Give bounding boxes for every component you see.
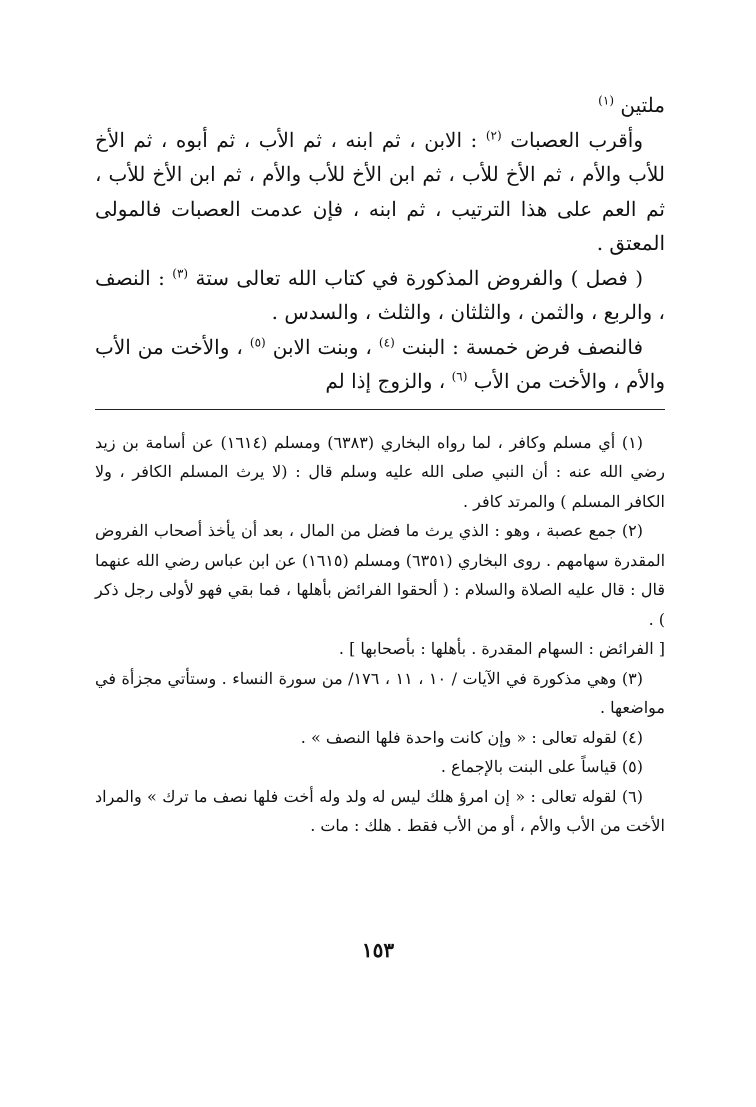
footnote-ref-1: (١) — [598, 93, 614, 108]
paragraph-asabat-body: : الابن ، ثم ابنه ، ثم الأب ، ثم أبوه ، ثم الأخ للأب والأم ، ثم الأخ للأب ، ثم ابن الأخ للأب والأم ، ثم ابن الأخ للأب ، ثم العم على هذا الترتيب ، ثم ابنه ، فإن عدمت العصبات فالمولى المعتق . — [95, 127, 665, 255]
footnote-ref-5: (٥) — [249, 334, 266, 349]
continuation-line — [95, 88, 665, 123]
footnote-3: (٣) وهي مذكورة في الآيات / ١٠ ، ١١ ، ١٧٦/ من سورة النساء . وستأتي مجزأة في مواضعها . — [95, 668, 665, 717]
footnote-2-gloss: [ الفرائض : السهام المقدرة . بأهلها : بأصحابها ] . — [338, 639, 665, 658]
footnote-ref-2: (٢) — [485, 127, 502, 142]
paragraph-nisf-mid2: ، والأخت من الأب والأم ، والأخت من الأب — [95, 334, 665, 393]
footnote-4: (٤) لقوله تعالى : « وإن كانت واحدة فلها النصف » . — [300, 727, 643, 747]
paragraph-asabat-start: وأقرب العصبات — [510, 127, 643, 152]
footnote-5: (٥) قياساً على البنت بالإجماع . — [440, 757, 643, 776]
paragraph-nisf-start: فالنصف فرض خمسة : البنت — [401, 334, 644, 359]
footnote-1: (١) أي مسلم وكافر ، لما رواه البخاري (٦٣٨٣) ومسلم (١٦١٤) عن أسامة بن زيد رضي الله عنه : أن النبي صلى الله عليه وسلم قال : (لا يرث المسلم الكافر ، ولا الكافر المسلم ) والمرتد كافر . — [95, 432, 665, 511]
paragraph-furud — [95, 261, 665, 330]
footnote-2: (٢) جمع عصبة ، وهو : الذي يرث ما فضل من المال ، بعد أن يأخذ أصحاب الفروض المقدرة سهامهم . روى البخاري (٦٣٥١) ومسلم (١٦١٥) عن ابن عباس رضي الله عنهما قال : قال عليه الصلاة والسلام : ( ألحقوا الفرائض بأهلها ، فما بقي فهو لأولى رجل ذكر ) . — [95, 521, 666, 629]
book-page — [95, 88, 665, 841]
paragraph-nisf-mid1: ، وبنت الابن — [272, 334, 372, 359]
footnote-divider — [95, 409, 665, 410]
page-number: ١٥٣ — [361, 938, 395, 962]
paragraph-asabat — [95, 123, 665, 261]
paragraph-nisf — [95, 330, 665, 399]
footnotes — [95, 428, 665, 841]
paragraph-nisf-end: ، والزوج إذا لم — [325, 369, 446, 393]
footnote-ref-3: (٣) — [172, 265, 189, 280]
continuation-word: ملتين — [620, 93, 665, 117]
footnote-ref-4: (٤) — [378, 334, 395, 349]
main-text — [95, 88, 665, 399]
paragraph-furud-body: : النصف ، والربع ، والثمن ، والثلثان ، والثلث ، والسدس . — [95, 265, 665, 324]
paragraph-furud-start: ( فصل ) والفروض المذكورة في كتاب الله تعالى ستة — [195, 265, 644, 290]
footnote-ref-6: (٦) — [451, 369, 468, 384]
footnote-6: (٦) لقوله تعالى : « إن امرؤ هلك ليس له ولد وله أخت فلها نصف ما ترك » والمراد الأخت من الأب والأم ، أو من الأب فقط . هلك : مات . — [95, 786, 665, 835]
